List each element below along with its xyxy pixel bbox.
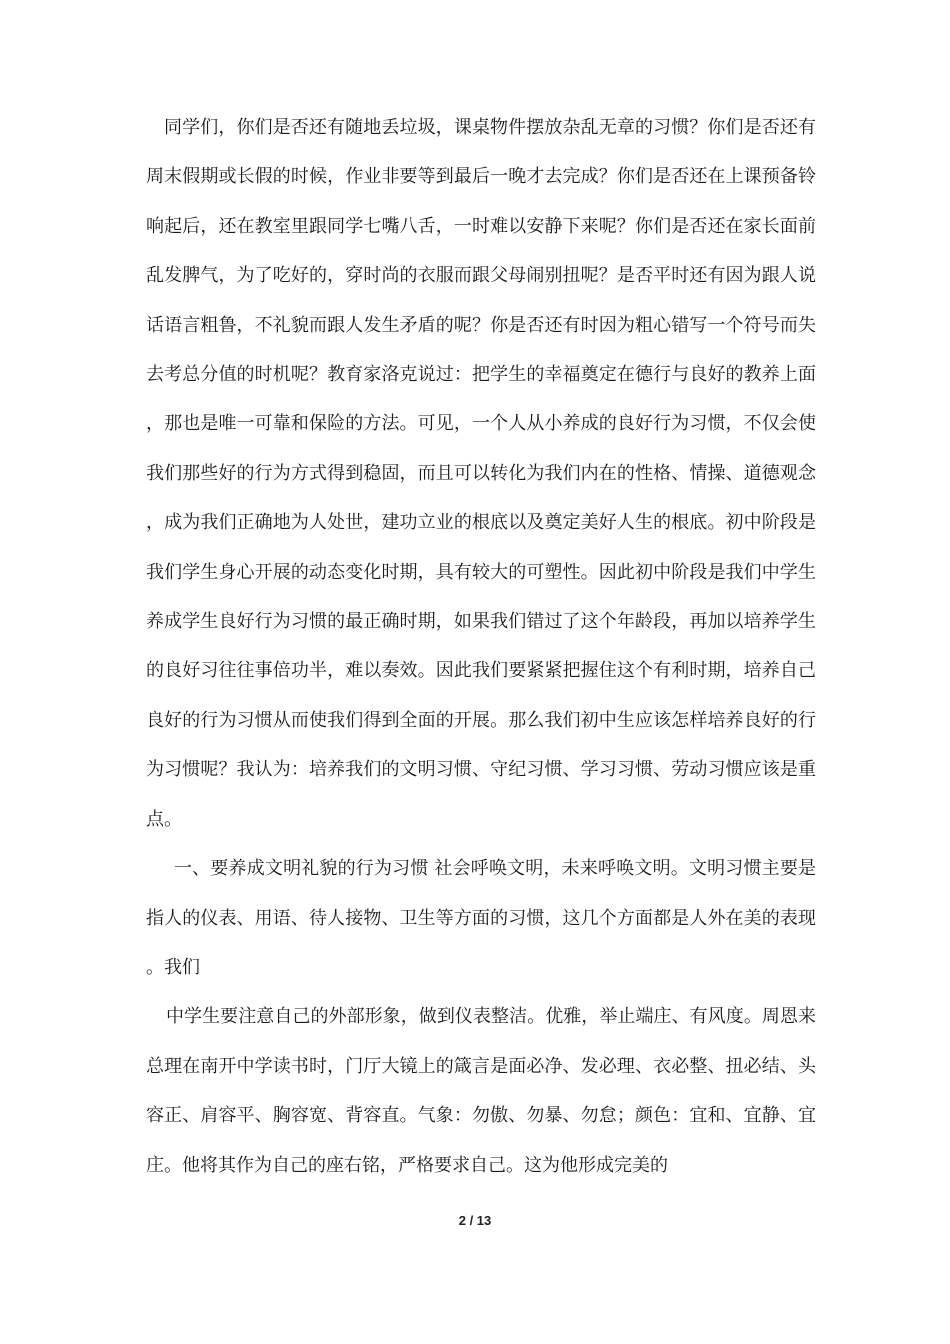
total-pages: 13 — [476, 1213, 492, 1228]
paragraph-appearance: 中学生要注意自己的外部形象，做到仪表整洁。优雅，举止端庄、有风度。周恩来总理在南开中学读书时，门厅大镜上的箴言是面必净、发必理、衣必整、扭必结、头容正、肩容平、胸容宽、背容直。气象：勿傲、勿暴、勿怠；颜色：宜和、宜静、宜庄。他将其作为自己的座右铭，严格要求自己。这为他形成完美的 — [146, 1006, 816, 1176]
page-separator: / — [465, 1213, 477, 1228]
page-number — [0, 1213, 950, 1228]
paragraph-civility-heading: 一、要养成文明礼貌的行为习惯 社会呼唤文明，未来呼唤文明。文明习惯主要是指人的仪表、用语、待人接物、卫生等方面的习惯，这几个方面都是人外在美的表现。我们 — [146, 858, 816, 978]
paragraph-intro: 同学们，你们是否还有随地丢垃圾，课桌物件摆放杂乱无章的习惯？你们是否还有周末假期或长假的时候，作业非要等到最后一晚才去完成？你们是否还在上课预备铃响起后，还在教室里跟同学七嘴八舌，一时难以安静下来呢？你们是否还在家长面前乱发脾气，为了吃好的，穿时尚的衣服而跟父母闹别扭呢？是否平时还有因为跟人说话语言粗鲁，不礼貌而跟人发生矛盾的呢？你是否还有时因为粗心错写一个符号而失去考总分值的时机呢？教育家洛克说过：把学生的幸福奠定在德行与良好的教养上面，那也是唯一可靠和保险的方法。可见，一个人从小养成的良好行为习惯，不仅会使我们那些好的行为方式得到稳固，而且可以转化为我们内在的性格、情操、道德观念，成为我们正确地为人处世，建功立业的根底以及奠定美好人生的根底。初中阶段是我们学生身心开展的动态变化时期，具有较大的可塑性。因此初中阶段是我们中学生养成学生良好行为习惯的最正确时期，如果我们错过了这个年龄段，再加以培养学生的良好习往往事倍功半，难以奏效。因此我们要紧紧把握住这个有利时期，培养自己良好的行为习惯从而使我们得到全面的开展。那么我们初中生应该怎样培养良好的行为习惯呢？我认为：培养我们的文明习惯、守纪习惯、学习习惯、劳动习惯应该是重点。 — [146, 117, 816, 830]
current-page: 2 — [458, 1213, 466, 1228]
document-body — [146, 103, 816, 1190]
